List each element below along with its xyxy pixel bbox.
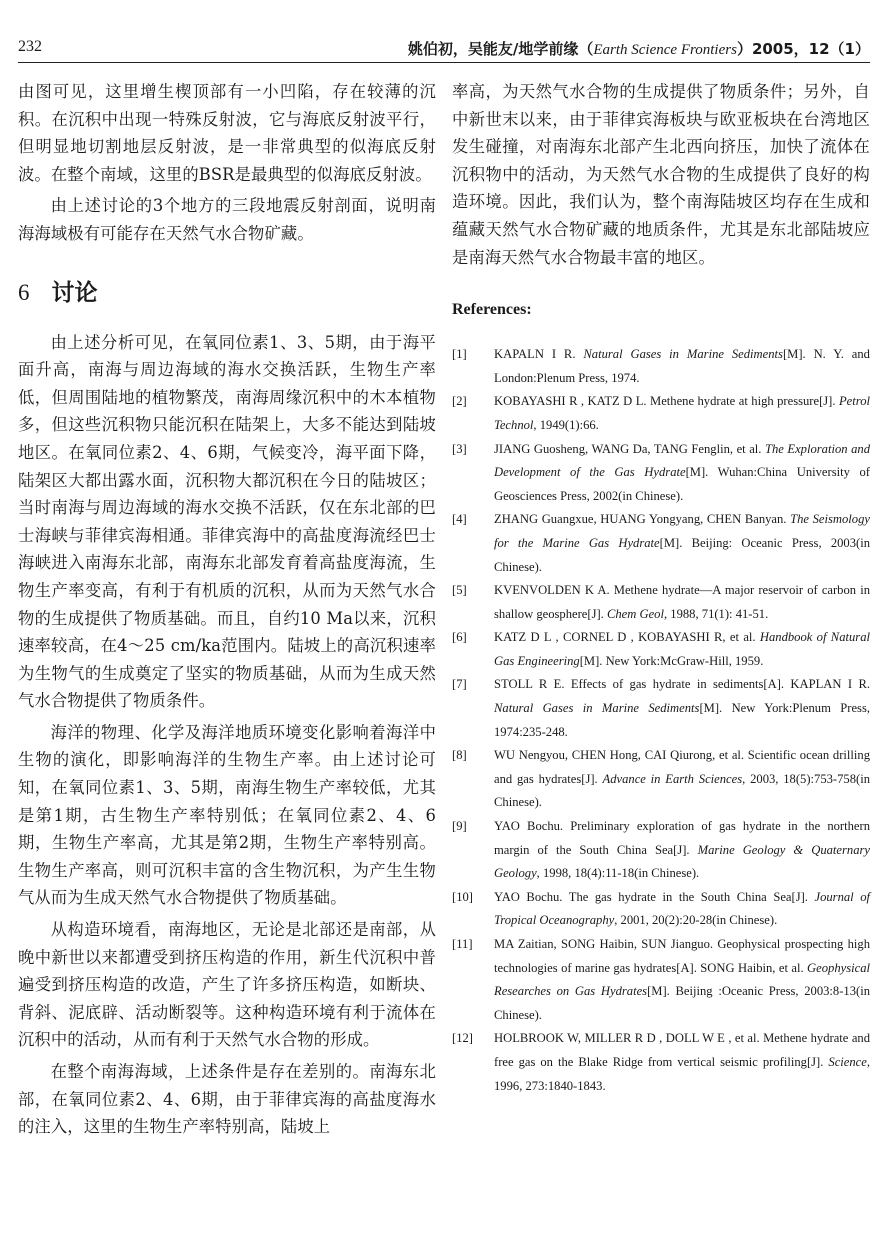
reference-number: [4] — [452, 512, 467, 527]
reference-number: [7] — [452, 677, 467, 692]
references-heading: References: — [452, 301, 532, 319]
reference-text: WU Nengyou, CHEN Hong, CAI Qiurong, et al. Scientific ocean drilling and gas hydrates[J]. Advance in Earth Sciences, 2003, 18(5):753-758(in Chinese). — [494, 748, 870, 810]
reference-text: KAPALN I R. Natural Gases in Marine Sediments[M]. N. Y. and London:Plenum Press, 1974. — [494, 347, 870, 385]
reference-item — [452, 1027, 870, 1098]
reference-list — [452, 343, 870, 1098]
reference-text: JIANG Guosheng, WANG Da, TANG Fenglin, et al. The Exploration and Development of the Gas Hydrate[M]. Wuhan:China University of Geosciences Press, 2002(in Chinese). — [494, 441, 870, 503]
reference-text: KOBAYASHI R , KATZ D L. Methene hydrate at high pressure[J]. Petrol Technol, 1949(1):66. — [494, 394, 870, 432]
reference-text: KVENVOLDEN K A. Methene hydrate—A major reservoir of carbon in shallow geosphere[J]. Chem Geol, 1988, 71(1): 41-51. — [494, 583, 870, 621]
header-rule — [18, 62, 870, 63]
section-number: 6 — [18, 279, 30, 305]
right-column — [452, 78, 870, 1098]
reference-item — [452, 933, 870, 1027]
reference-number: [8] — [452, 748, 467, 763]
journal-issue: ）2005，12（1） — [736, 40, 870, 58]
reference-number: [5] — [452, 583, 467, 598]
body-paragraph: 率高，为天然气水合物的生成提供了物质条件；另外，自中新世末以来，由于菲律宾海板块与欧亚板块在台湾地区发生碰撞，对南海东北部产生北西向挤压，加快了流体在沉积物中的活动，为天然气水合物的生成提供了良好的构造环境。因此，我们认为，整个南海陆坡区均存在生成和蕴藏天然气水合物矿藏的地质条件，尤其是东北部陆坡应是南海天然气水合物最丰富的地区。 — [452, 82, 870, 267]
body-paragraph: 由上述讨论的3个地方的三段地震反射剖面，说明南海海域极有可能存在天然气水合物矿藏。 — [18, 196, 436, 243]
reference-item — [452, 673, 870, 744]
reference-item — [452, 886, 870, 933]
reference-item — [452, 815, 870, 886]
reference-text: YAO Bochu. The gas hydrate in the South China Sea[J]. Journal of Tropical Oceanography, 2001, 20(2):20-28(in Chinese). — [494, 889, 870, 928]
left-column — [18, 78, 436, 1141]
reference-item — [452, 744, 870, 815]
running-head — [408, 38, 870, 59]
reference-number: [1] — [452, 347, 467, 362]
reference-item — [452, 579, 870, 626]
reference-item — [452, 626, 870, 673]
page-number: 232 — [18, 38, 42, 55]
reference-text: ZHANG Guangxue, HUANG Yongyang, CHEN Banyan. The Seismology for the Marine Gas Hydrate[M]. Beijing: Oceanic Press, 2003(in Chinese). — [494, 512, 871, 574]
body-paragraph: 海洋的物理、化学及海洋地质环境变化影响着海洋中生物的演化，即影响海洋的生物生产率。由上述讨论可知，在氧同位素1、3、5期，南海生物生产率较低，尤其是第1期，古生物生产率特别低；在氧同位素2、4、6期，生物生产率高，尤其是第2期，生物生产率特别高。生物生产率高，则可沉积丰富的含生物沉积，为产生生物气从而为生成天然气水合物提供了物质基础。 — [18, 722, 436, 908]
running-head-authors: 姚伯初，吴能友/地学前缘（ — [407, 40, 594, 58]
running-header — [18, 36, 870, 66]
section-heading — [18, 274, 436, 307]
reference-item — [452, 438, 870, 509]
reference-number: [9] — [452, 819, 467, 834]
reference-text: YAO Bochu. Preliminary exploration of gas hydrate in the northern margin of the South China Sea[J]. Marine Geology & Quaternary Geology, 1998, 18(4):11-18(in Chinese). — [494, 819, 870, 881]
body-paragraph: 由上述分析可见，在氧同位素1、3、5期，由于海平面升高，南海与周边海域的海水交换活跃，生物生产率低，但周围陆地的植物繁茂，南海周缘沉积中的木本植物多，但这些沉积物只能沉积在陆架上，大多不能达到陆坡地区。在氧同位素2、4、6期，气候变冷，海平面下降，陆架区大都出露水面，沉积物大都沉积在今日的陆坡区；当时南海与周边海域的海水交换不活跃，仅在东北部的巴士海峡与菲律宾海相通。菲律宾海中的高盐度海流经巴士海峡进入南海东北部，南海东北部发育着高盐度海流，生物生产率变高，有利于有机质的沉积，从而为天然气水合物的生成提供了物质基础。而且，自约10 Ma以来，沉积速率较高，在4～25 cm/ka范围内。陆坡上的高沉积速率为生物气的生成奠定了坚实的物质基础，从而为生成天然气水合物提供了物质条件。 — [18, 332, 436, 711]
reference-number: [2] — [452, 394, 467, 409]
body-paragraph: 在整个南海海域，上述条件是存在差别的。南海东北部，在氧同位素2、4、6期，由于菲律宾海的高盐度海水的注入，这里的生物生产率特别高，陆坡上 — [18, 1062, 436, 1137]
reference-number: [12] — [452, 1031, 473, 1046]
reference-item — [452, 343, 870, 390]
reference-number: [11] — [452, 937, 473, 951]
reference-item — [452, 508, 870, 579]
reference-item — [452, 390, 870, 437]
journal-title: Earth Science Frontiers — [593, 42, 737, 58]
reference-number: [10] — [452, 889, 473, 904]
body-paragraph: 从构造环境看，南海地区，无论是北部还是南部，从晚中新世以来都遭受到挤压构造的作用，新生代沉积中普遍受到挤压构造的改造，产生了许多挤压构造，如断块、背斜、泥底辟、活动断裂等。这种构造环境有利于流体在沉积中的活动，从而有利于天然气水合物的形成。 — [18, 920, 436, 1050]
reference-text: KATZ D L , CORNEL D , KOBAYASHI R, et al. Handbook of Natural Gas Engineering[M]. New York:McGraw-Hill, 1959. — [494, 630, 870, 668]
reference-number: [6] — [452, 630, 467, 645]
body-paragraph: 由图可见，这里增生楔顶部有一小凹陷，存在较薄的沉积。在沉积中出现一特殊反射波，它与海底反射波平行，但明显地切割地层反射波，是一非常典型的似海底反射波。在整个南域，这里的BSR是最典型的似海底反射波。 — [18, 82, 436, 184]
reference-number: [3] — [452, 441, 467, 456]
reference-text: HOLBROOK W, MILLER R D , DOLL W E , et al. Methene hydrate and free gas on the Blake Ridge from vertical seismic profiling[J]. Science, 1996, 273:1840-1843. — [494, 1031, 870, 1093]
section-title: 讨论 — [51, 279, 98, 306]
reference-text: MA Zaitian, SONG Haibin, SUN Jianguo. Geophysical prospecting high technologies of marine gas hydrates[A]. SONG Haibin, et al. Geophysical Researches on Gas Hydrates[M]. Beijing :Oceanic Press, 2003:8-13(in Chinese). — [494, 937, 870, 1022]
reference-text: STOLL R E. Effects of gas hydrate in sediments[A]. KAPLAN I R. Natural Gases in Marine Sediments[M]. New York:Plenum Press, 1974:235-248. — [494, 677, 870, 739]
